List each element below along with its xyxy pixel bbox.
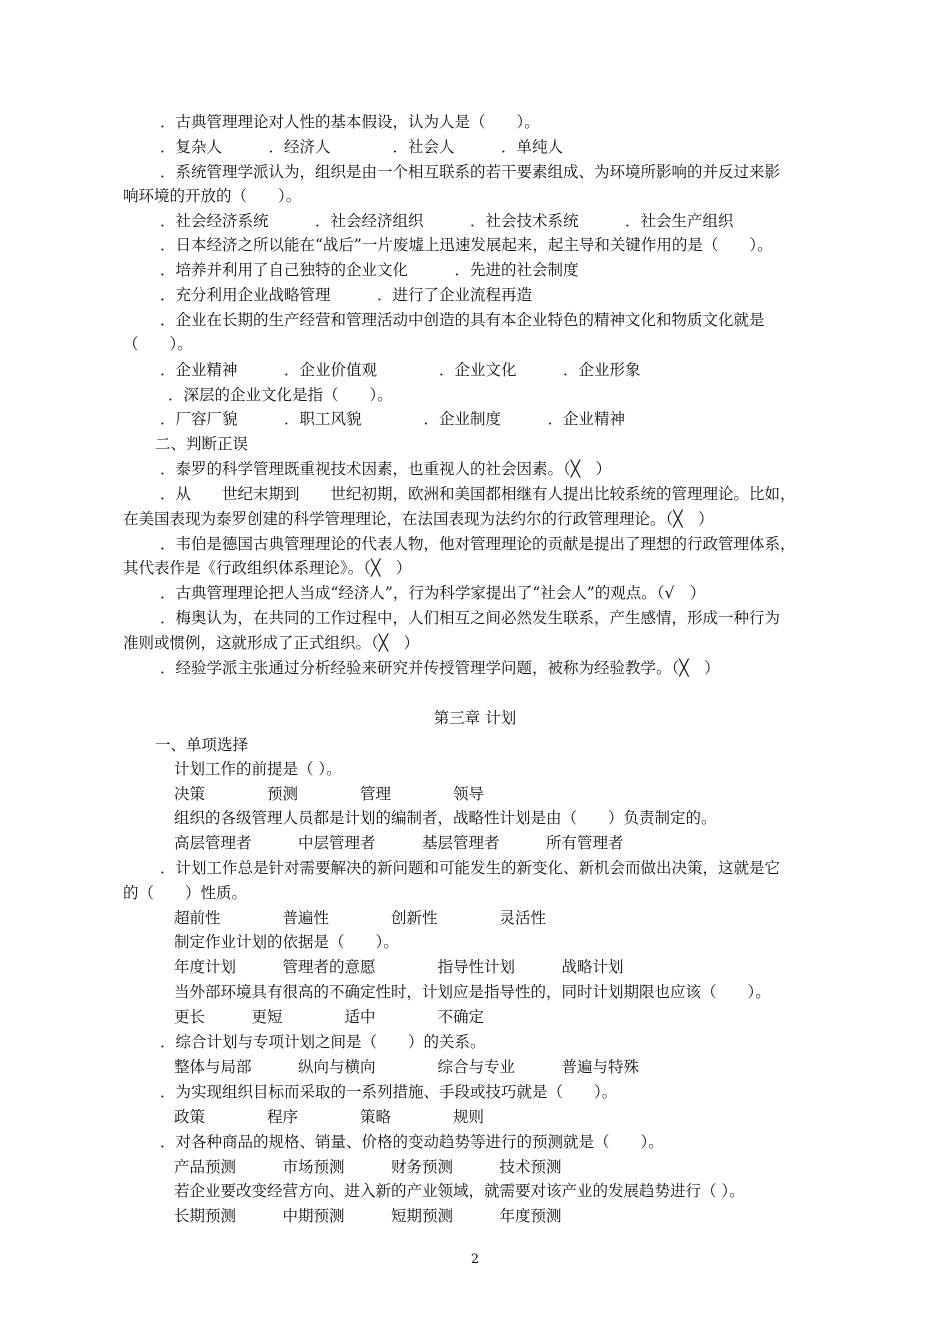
judgment-line-cont: 准则或惯例，这就形成了正式组织。（╳ ）: [123, 634, 420, 652]
options-line: ．培养并利用了自己独特的企业文化 ．先进的社会制度: [160, 261, 579, 279]
page-number: 2: [470, 1252, 480, 1267]
question-line: 组织的各级管理人员都是计划的编制者，战略性计划是由（ ）负责制定的。: [174, 809, 717, 827]
options-line: 年度计划 管理者的意愿 指导性计划 战略计划: [174, 958, 624, 976]
question-line: ．深层的企业文化是指（ ）。: [168, 386, 393, 404]
question-line: ．对各种商品的规格、销量、价格的变动趋势等进行的预测就是（ ）。: [160, 1133, 664, 1151]
question-line-cont: （ ）。: [123, 335, 193, 353]
question-line: 计划工作的前提是（ ）。: [174, 760, 342, 778]
options-line: ．企业精神 ．企业价值观 ．企业文化 ．企业形象: [160, 361, 641, 379]
options-line: ．充分利用企业战略管理 ．进行了企业流程再造: [160, 286, 533, 304]
judgment-line-cont: 其代表作是《行政组织体系理论》。（╳ ）: [123, 559, 412, 577]
judgment-line: ．泰罗的科学管理既重视技术因素，也重视人的社会因素。（╳ ）: [160, 460, 612, 478]
judgment-line: ．古典管理理论把人当成“经济人”，行为科学家提出了“社会人”的观点。（√ ）: [160, 584, 706, 602]
options-line: 长期预测 中期预测 短期预测 年度预测: [174, 1207, 562, 1225]
section-heading: 一、单项选择: [155, 736, 249, 754]
options-line: 决策 预测 管理 领导: [174, 785, 485, 803]
question-line: 若企业要改变经营方向、进入新的产业领域，就需要对该产业的发展趋势进行（ ）。: [174, 1182, 745, 1200]
options-line: 超前性 普遍性 创新性 灵活性: [174, 909, 547, 927]
options-line: 政策 程序 策略 规则: [174, 1108, 485, 1126]
question-line-cont: 的（ ）性质。: [123, 884, 248, 902]
options-line: 产品预测 市场预测 财务预测 技术预测: [174, 1158, 562, 1176]
question-line: ．综合计划与专项计划之间是（ ）的关系。: [160, 1033, 486, 1051]
options-line: ．复杂人 ．经济人 ．社会人 ．单纯人: [160, 138, 564, 156]
section-heading: 二、判断正误: [155, 435, 249, 453]
question-line: ．为实现组织目标而采取的一系列措施、手段或技巧就是（ ）。: [160, 1083, 618, 1101]
judgment-line: ．经验学派主张通过分析经验来研究并传授管理学问题，被称为经验教学。（╳ ）: [160, 659, 720, 677]
options-line: ．社会经济系统 ．社会经济组织 ．社会技术系统 ．社会生产组织: [160, 212, 734, 230]
question-line: 当外部环境具有很高的不确定性时，计划应是指导性的，同时计划期限也应该（ ）。: [174, 983, 771, 1001]
question-line: ．日本经济之所以能在“战后”一片废墟上迅速发展起来，起主导和关键作用的是（ ）。: [160, 236, 773, 254]
options-line: ．厂容厂貌 ．职工风貌 ．企业制度 ．企业精神: [160, 410, 626, 428]
judgment-line: ．从 世纪末期到 世纪初期，欧洲和美国都相继有人提出比较系统的管理理论。比如，: [160, 485, 796, 503]
question-line: ．企业在长期的生产经营和管理活动中创造的具有本企业特色的精神文化和物质文化就是: [160, 311, 765, 329]
judgment-line-cont: 在美国表现为泰罗创建的科学管理理论，在法国表现为法约尔的行政管理理论。（╳ ）: [123, 510, 714, 528]
judgment-line: ．梅奥认为，在共同的工作过程中，人们相互之间必然发生联系，产生感情，形成一种行为: [160, 609, 781, 627]
question-line: 制定作业计划的依据是（ ）。: [174, 933, 399, 951]
question-line: ．计划工作总是针对需要解决的新问题和可能发生的新变化、新机会而做出决策，这就是它: [160, 859, 781, 877]
options-line: 高层管理者 中层管理者 基层管理者 所有管理者: [174, 834, 624, 852]
question-line-cont: 响环境的开放的（ ）。: [123, 187, 302, 205]
options-line: 更长 更短 适中 不确定: [174, 1008, 485, 1026]
options-line: 整体与局部 纵向与横向 综合与专业 普遍与特殊: [174, 1058, 640, 1076]
question-line: ．系统管理学派认为，组织是由一个相互联系的若干要素组成、为环境所影响的并反过来影: [160, 163, 781, 181]
question-line: ．古典管理理论对人性的基本假设，认为人是（ ）。: [160, 113, 540, 131]
judgment-line: ．韦伯是德国古典管理理论的代表人物，他对管理理论的贡献是提出了理想的行政管理体系，: [160, 535, 796, 553]
chapter-title: 第三章 计划: [433, 709, 517, 727]
